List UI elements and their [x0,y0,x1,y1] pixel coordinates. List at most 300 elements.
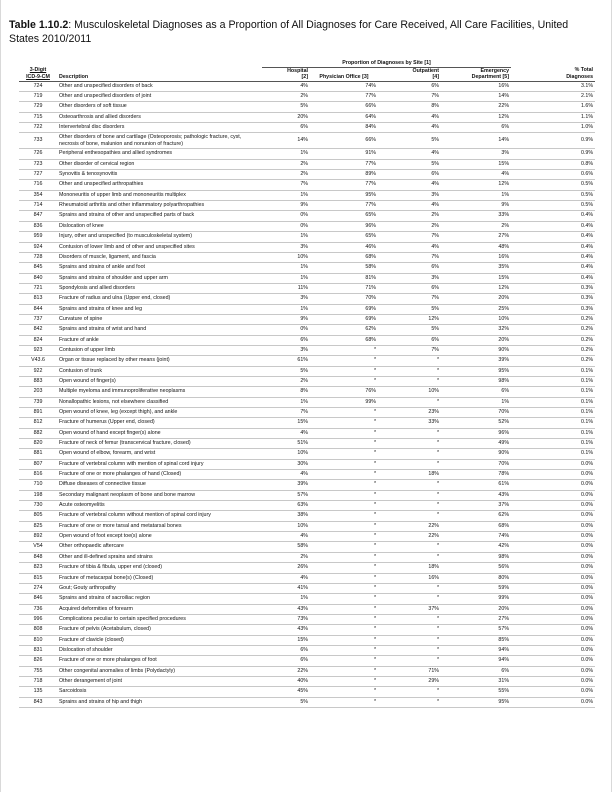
table-row [19,273,595,283]
description-cell: Secondary malignant neoplasm of bone and bone marrow [57,490,262,500]
icd-code-cell: 727 [19,170,57,180]
emergency-cell: 14% [441,91,511,101]
hospital-cell: 10% [262,449,310,459]
physician-office-cell: 65% [310,211,378,221]
physician-office-cell: * [310,614,378,624]
hospital-cell: 63% [262,501,310,511]
table-row [19,81,595,91]
description-cell: Acquired deformities of forearm [57,604,262,614]
outpatient-cell: 7% [378,232,441,242]
physician-office-cell: 81% [310,273,378,283]
hospital-cell: 43% [262,604,310,614]
emergency-cell: 9% [441,201,511,211]
total-diagnoses-cell: 0.0% [511,604,595,614]
icd-code-cell: 718 [19,676,57,686]
table-row [19,376,595,386]
table-row [19,366,595,376]
description-cell: Fracture of clavicle (closed) [57,635,262,645]
hospital-cell: 3% [262,294,310,304]
physician-office-cell: * [310,594,378,604]
description-cell: Fracture of metacarpal bone(s) (Closed) [57,573,262,583]
table-header [19,60,595,81]
table-body [19,81,595,707]
total-diagnoses-cell: 3.1% [511,81,595,91]
emergency-cell: 33% [441,211,511,221]
physician-office-cell: * [310,687,378,697]
physician-office-cell: * [310,366,378,376]
emergency-cell: 90% [441,449,511,459]
outpatient-cell: 7% [378,91,441,101]
outpatient-cell: * [378,511,441,521]
description-cell: Other and unspecified disorders of back [57,81,262,91]
table-row [19,532,595,542]
description-cell: Open wound of knee, leg (except thigh), and ankle [57,408,262,418]
physician-office-cell: * [310,573,378,583]
physician-office-cell: 66% [310,133,378,149]
physician-office-cell: * [310,501,378,511]
hospital-cell: 0% [262,221,310,231]
emergency-cell: 62% [441,511,511,521]
total-diagnoses-cell: 0.4% [511,263,595,273]
outpatient-cell: * [378,625,441,635]
total-diagnoses-cell: 1.0% [511,122,595,132]
emergency-cell: 35% [441,263,511,273]
total-diagnoses-cell: 0.0% [511,573,595,583]
total-diagnoses-cell: 0.0% [511,552,595,562]
physician-office-cell: * [310,563,378,573]
emergency-cell: 70% [441,408,511,418]
hospital-cell: 6% [262,656,310,666]
hospital-cell: 14% [262,133,310,149]
outpatient-cell: * [378,697,441,707]
description-cell: Organ or tissue replaced by other means (joint) [57,356,262,366]
hospital-cell: 7% [262,180,310,190]
hospital-cell: 2% [262,170,310,180]
physician-office-cell: 76% [310,387,378,397]
icd-code-cell: 816 [19,470,57,480]
hospital-cell: 4% [262,428,310,438]
description-cell: Dislocation of shoulder [57,645,262,655]
emergency-cell: 80% [441,573,511,583]
description-cell: Gout; Gouty arthropathy [57,583,262,593]
total-diagnoses-cell: 0.3% [511,283,595,293]
physician-office-cell: * [310,697,378,707]
outpatient-cell: 8% [378,102,441,112]
physician-office-cell: 99% [310,397,378,407]
emergency-cell: 4% [441,170,511,180]
outpatient-cell: 4% [378,149,441,159]
description-cell: Fracture of pelvis (Acetabulum, closed) [57,625,262,635]
outpatient-cell: * [378,449,441,459]
outpatient-cell: 2% [378,211,441,221]
total-diagnoses-cell: 0.0% [511,656,595,666]
outpatient-cell: 7% [378,294,441,304]
outpatient-cell: 7% [378,345,441,355]
icd-code-cell: 922 [19,366,57,376]
emergency-cell: 37% [441,501,511,511]
icd-code-cell: 722 [19,122,57,132]
table-row [19,170,595,180]
emergency-cell: 12% [441,112,511,122]
physician-office-cell: 77% [310,201,378,211]
icd-code-cell: 815 [19,573,57,583]
icd-code-cell: 820 [19,439,57,449]
icd-code-cell: 721 [19,283,57,293]
table-row [19,418,595,428]
icd-code-cell: V54 [19,542,57,552]
total-diagnoses-cell: 0.9% [511,133,595,149]
table-row [19,180,595,190]
table-row [19,687,595,697]
physician-office-cell: * [310,511,378,521]
icd-code-cell: 715 [19,112,57,122]
emergency-cell: 2% [441,221,511,231]
physician-office-cell: * [310,439,378,449]
icd-code-cell: 724 [19,81,57,91]
description-cell: Fracture of one or more tarsal and metatarsal bones [57,521,262,531]
icd-code-cell: 891 [19,408,57,418]
table-row [19,583,595,593]
hospital-cell: 4% [262,81,310,91]
hospital-cell: 0% [262,211,310,221]
hospital-cell: 2% [262,159,310,169]
total-diagnoses-cell: 0.1% [511,376,595,386]
description-cell: Sprains and strains of wrist and hand [57,325,262,335]
table-row [19,501,595,511]
physician-office-cell: 96% [310,221,378,231]
outpatient-cell: 22% [378,532,441,542]
description-cell: Fracture of vertebral column with mention of spinal cord injury [57,459,262,469]
icd-code-cell: 959 [19,232,57,242]
total-diagnoses-cell: 0.4% [511,232,595,242]
emergency-cell: 98% [441,376,511,386]
table-row [19,314,595,324]
emergency-cell: 14% [441,133,511,149]
emergency-cell: 94% [441,645,511,655]
total-diagnoses-cell: 0.0% [511,521,595,531]
physician-office-cell: * [310,521,378,531]
total-diagnoses-cell: 0.1% [511,449,595,459]
description-cell: Fracture of one or more phalanges of hand (Closed) [57,470,262,480]
hospital-cell: 6% [262,645,310,655]
hospital-cell: 73% [262,614,310,624]
physician-office-cell: 64% [310,112,378,122]
table-row [19,614,595,624]
hospital-cell: 6% [262,335,310,345]
icd-code-cell: 805 [19,511,57,521]
table-row [19,439,595,449]
total-diagnoses-cell: 1.1% [511,112,595,122]
hospital-cell: 5% [262,366,310,376]
emergency-cell: 55% [441,687,511,697]
description-cell: Sprains and strains of shoulder and upper arm [57,273,262,283]
emergency-cell: 27% [441,232,511,242]
hospital-cell: 61% [262,356,310,366]
physician-office-cell: * [310,635,378,645]
description-cell: Intervertebral disc disorders [57,122,262,132]
description-cell: Curvature of spine [57,314,262,324]
emergency-cell: 20% [441,294,511,304]
physician-office-cell: 71% [310,283,378,293]
description-cell: Mononeuritis of upper limb and mononeuritis multiplex [57,190,262,200]
total-diagnoses-cell: 0.0% [511,480,595,490]
outpatient-cell: 5% [378,159,441,169]
description-cell: Open wound of foot except toe(s) alone [57,532,262,542]
physician-office-cell: * [310,470,378,480]
outpatient-cell: 12% [378,314,441,324]
total-diagnoses-cell: 0.0% [511,501,595,511]
emergency-cell: 10% [441,314,511,324]
total-diagnoses-cell: 0.1% [511,418,595,428]
hospital-cell: 10% [262,252,310,262]
table-row [19,211,595,221]
physician-office-cell: * [310,376,378,386]
physician-office-cell: * [310,345,378,355]
emergency-cell: 99% [441,594,511,604]
outpatient-cell: * [378,439,441,449]
description-cell: Fracture of one or more phalanges of foot [57,656,262,666]
emergency-cell: 56% [441,563,511,573]
icd-code-cell: 810 [19,635,57,645]
total-diagnoses-cell: 0.3% [511,294,595,304]
emergency-cell: 20% [441,604,511,614]
table-row [19,294,595,304]
physician-office-cell: * [310,418,378,428]
total-diagnoses-cell: 0.0% [511,697,595,707]
physician-office-cell: 65% [310,232,378,242]
outpatient-cell: 5% [378,304,441,314]
hospital-cell: 15% [262,418,310,428]
emergency-cell: 49% [441,439,511,449]
emergency-cell: 52% [441,418,511,428]
icd-code-cell: 808 [19,625,57,635]
physician-office-cell: 68% [310,335,378,345]
emergency-header-line2: Department [5] [441,74,511,81]
description-cell: Other disorder of cervical region [57,159,262,169]
table-row [19,594,595,604]
emergency-cell: 25% [441,304,511,314]
table-title-label: Table 1.10.2 [9,19,69,31]
table-row [19,645,595,655]
table-row [19,387,595,397]
icd-code-cell: 843 [19,697,57,707]
outpatient-cell: 18% [378,563,441,573]
outpatient-cell: * [378,501,441,511]
icd-code-cell: 354 [19,190,57,200]
icd-code-cell: 719 [19,91,57,101]
hospital-cell: 39% [262,480,310,490]
icd-code-cell: 842 [19,325,57,335]
total-diagnoses-cell: 0.4% [511,273,595,283]
outpatient-cell: * [378,645,441,655]
outpatient-cell: 10% [378,387,441,397]
total-diagnoses-cell: 0.0% [511,470,595,480]
description-cell: Fracture of tibia & fibula, upper end (closed) [57,563,262,573]
physician-office-cell: 77% [310,180,378,190]
table-row [19,356,595,366]
physician-office-cell: 77% [310,159,378,169]
physician-office-cell: * [310,449,378,459]
hospital-cell: 1% [262,232,310,242]
emergency-cell: 39% [441,356,511,366]
total-diagnoses-cell: 0.0% [511,583,595,593]
total-diagnoses-cell: 0.1% [511,366,595,376]
description-cell: Fracture of ankle [57,335,262,345]
total-diagnoses-cell: 0.0% [511,594,595,604]
description-cell: Osteoarthrosis and allied disorders [57,112,262,122]
description-cell: Fracture of radius and ulna (Upper end, closed) [57,294,262,304]
hospital-cell: 43% [262,625,310,635]
hospital-cell: 51% [262,439,310,449]
description-cell: Complications peculiar to certain specified procedures [57,614,262,624]
table-row [19,263,595,273]
outpatient-cell: * [378,376,441,386]
physician-office-cell: * [310,428,378,438]
total-header-line2: Diagnoses [511,74,595,81]
description-cell: Fracture of neck of femur (transcervical fracture, closed) [57,439,262,449]
icd-code-cell: 836 [19,221,57,231]
outpatient-header-line2: [4] [378,74,441,81]
description-cell: Contusion of upper limb [57,345,262,355]
description-cell: Injury, other and unspecified (to musculoskeletal system) [57,232,262,242]
total-diagnoses-cell: 0.4% [511,221,595,231]
physician-office-cell: * [310,583,378,593]
outpatient-cell: 37% [378,604,441,614]
outpatient-header-line1: Outpatient [412,67,439,74]
icd-code-cell: 716 [19,180,57,190]
description-cell: Synovitis & tenosynovitis [57,170,262,180]
hospital-cell: 1% [262,594,310,604]
description-cell: Open wound of elbow, forearm, and wrist [57,449,262,459]
outpatient-cell: 3% [378,273,441,283]
outpatient-cell: 2% [378,221,441,231]
outpatient-cell: * [378,480,441,490]
description-cell: Contusion of trunk [57,366,262,376]
hospital-cell: 38% [262,511,310,521]
hospital-cell: 3% [262,345,310,355]
icd-code-cell: 840 [19,273,57,283]
physician-office-cell: * [310,552,378,562]
physician-office-cell: * [310,356,378,366]
physician-office-cell: 70% [310,294,378,304]
total-diagnoses-cell: 0.0% [511,614,595,624]
table-title [9,19,601,46]
outpatient-cell: * [378,614,441,624]
description-cell: Other and ill-defined sprains and strains [57,552,262,562]
outpatient-cell: 6% [378,81,441,91]
description-cell: Sprains and strains of ankle and foot [57,263,262,273]
physician-office-cell: * [310,645,378,655]
outpatient-cell: 18% [378,470,441,480]
total-diagnoses-cell: 0.1% [511,387,595,397]
outpatient-cell: 3% [378,190,441,200]
hospital-cell: 1% [262,190,310,200]
hospital-cell: 11% [262,283,310,293]
emergency-cell: 95% [441,366,511,376]
icd-code-cell: 823 [19,563,57,573]
description-cell: Peripheral enthesopathies and allied syndromes [57,149,262,159]
hospital-cell: 30% [262,459,310,469]
site-group-header: Proportion of Diagnoses by Site [1] [262,60,511,67]
outpatient-cell: 7% [378,252,441,262]
table-row [19,102,595,112]
outpatient-cell: 5% [378,325,441,335]
hospital-cell: 1% [262,273,310,283]
emergency-cell: 74% [441,532,511,542]
outpatient-cell: 22% [378,521,441,531]
icd-code-cell: 824 [19,335,57,345]
emergency-cell: 12% [441,283,511,293]
hospital-cell: 1% [262,263,310,273]
table-row [19,325,595,335]
physician-office-cell: 58% [310,263,378,273]
table-row [19,470,595,480]
hospital-cell: 41% [262,583,310,593]
description-cell: Open wound of hand except finger(s) alone [57,428,262,438]
icd-code-cell: 755 [19,666,57,676]
description-cell: Multiple myeloma and immunoproliferative neoplasms [57,387,262,397]
emergency-cell: 16% [441,252,511,262]
outpatient-cell: * [378,542,441,552]
hospital-cell: 26% [262,563,310,573]
table-row [19,542,595,552]
icd-code-cell: 881 [19,449,57,459]
physician-office-cell: 69% [310,314,378,324]
outpatient-cell: 4% [378,180,441,190]
icd-code-cell: 729 [19,102,57,112]
emergency-cell: 43% [441,490,511,500]
emergency-cell: 61% [441,480,511,490]
total-diagnoses-cell: 0.1% [511,439,595,449]
icd-code-cell: 737 [19,314,57,324]
outpatient-cell: * [378,459,441,469]
icd-code-cell: 847 [19,211,57,221]
hospital-cell: 1% [262,149,310,159]
icd-code-cell: 923 [19,345,57,355]
description-header: Description [57,74,262,81]
physician-office-cell: * [310,625,378,635]
description-cell: Rheumatoid arthritis and other inflammatory polyarthropathies [57,201,262,211]
outpatient-cell: * [378,397,441,407]
outpatient-cell: * [378,635,441,645]
outpatient-cell: 16% [378,573,441,583]
table-row [19,428,595,438]
table-row [19,397,595,407]
hospital-cell: 8% [262,387,310,397]
table-row [19,345,595,355]
total-diagnoses-cell: 0.5% [511,190,595,200]
table-row [19,604,595,614]
icd-code-cell: 198 [19,490,57,500]
physician-office-cell: * [310,542,378,552]
icd-code-cell: 846 [19,594,57,604]
table-row [19,242,595,252]
outpatient-cell: 4% [378,242,441,252]
table-row [19,190,595,200]
icd-code-cell: 135 [19,687,57,697]
hospital-cell: 1% [262,304,310,314]
total-diagnoses-cell: 0.0% [511,563,595,573]
total-diagnoses-cell: 0.0% [511,635,595,645]
total-diagnoses-cell: 0.1% [511,408,595,418]
total-diagnoses-cell: 2.1% [511,91,595,101]
total-diagnoses-cell: 0.0% [511,676,595,686]
code-header-line1: 3-Digit [29,67,47,74]
total-diagnoses-cell: 0.2% [511,335,595,345]
description-cell: Acute osteomyelitis [57,501,262,511]
total-diagnoses-cell: 0.0% [511,687,595,697]
total-diagnoses-cell: 0.0% [511,542,595,552]
